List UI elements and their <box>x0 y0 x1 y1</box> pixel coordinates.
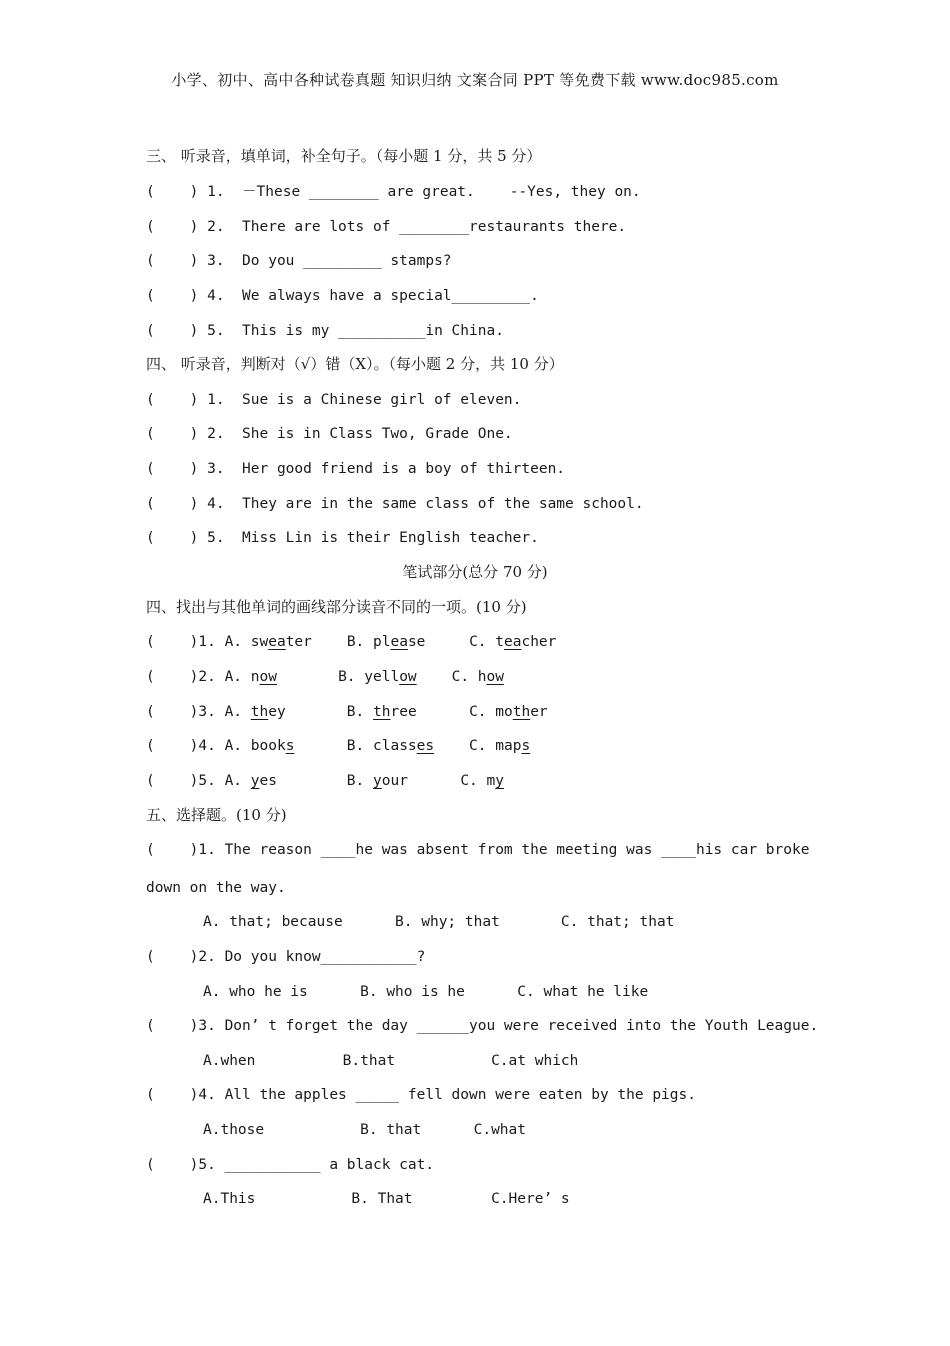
question-3-5: ( ) 5. This is my __________in China. <box>146 323 504 339</box>
question-4-1: ( ) 1. Sue is a Chinese girl of eleven. <box>146 392 522 408</box>
choice-question-5: ( )5. ___________ a black cat. <box>146 1157 435 1173</box>
written-part-title: 笔试部分(总分 70 分) <box>402 563 548 581</box>
choice-question-4: ( )4. All the apples _____ fell down were eaten by the pigs. <box>146 1087 696 1103</box>
section-3-title: 三、 听录音，填单词，补全句子。（每小题 1 分，共 5 分） <box>146 147 542 165</box>
section-4-title: 四、 听录音，判断对（√）错（X）。（每小题 2 分，共 10 分） <box>146 355 564 373</box>
question-4-5: ( ) 5. Miss Lin is their English teacher. <box>146 530 539 546</box>
choice-options-3: A.when B.that C.at which <box>203 1053 579 1069</box>
choice-options-1: A. that; because B. why; that C. that; that <box>203 914 675 930</box>
choice-question-2: ( )2. Do you know___________? <box>146 949 426 965</box>
choice-question-1: ( )1. The reason ____he was absent from the meeting was ____his car broke <box>146 842 810 858</box>
choice-options-5: A.This B. That C.Here’ s <box>203 1191 570 1207</box>
question-3-2: ( ) 2. There are lots of ________restaurants there. <box>146 219 627 235</box>
phonics-question-2: ( )2. A. now B. yellow C. how <box>146 669 504 685</box>
choice-question-3: ( )3. Don’ t forget the day ______you were received into the Youth League. <box>146 1018 819 1034</box>
phonics-question-4: ( )4. A. books B. classes C. maps <box>146 738 531 754</box>
section-4b-title: 四、找出与其他单词的画线部分读音不同的一项。(10 分) <box>146 598 527 616</box>
choice-options-2: A. who he is B. who is he C. what he like <box>203 984 649 1000</box>
question-3-1: ( ) 1. －These ________ are great. --Yes, they on. <box>146 184 641 200</box>
question-4-4: ( ) 4. They are in the same class of the same school. <box>146 496 644 512</box>
phonics-question-1: ( )1. A. sweater B. please C. teacher <box>146 634 557 650</box>
page-header: 小学、初中、高中各种试卷真题 知识归纳 文案合同 PPT 等免费下载 www.doc985.com <box>171 71 779 89</box>
question-4-2: ( ) 2. She is in Class Two, Grade One. <box>146 426 513 442</box>
phonics-question-5: ( )5. A. yes B. your C. my <box>146 773 504 789</box>
section-5-title: 五、选择题。(10 分) <box>146 806 287 824</box>
choice-options-4: A.those B. that C.what <box>203 1122 527 1138</box>
question-3-3: ( ) 3. Do you _________ stamps? <box>146 253 452 269</box>
question-3-4: ( ) 4. We always have a special_________. <box>146 288 539 304</box>
question-4-3: ( ) 3. Her good friend is a boy of thirteen. <box>146 461 566 477</box>
phonics-question-3: ( )3. A. they B. three C. mother <box>146 704 548 720</box>
choice-question-1-cont: down on the way. <box>146 880 286 896</box>
